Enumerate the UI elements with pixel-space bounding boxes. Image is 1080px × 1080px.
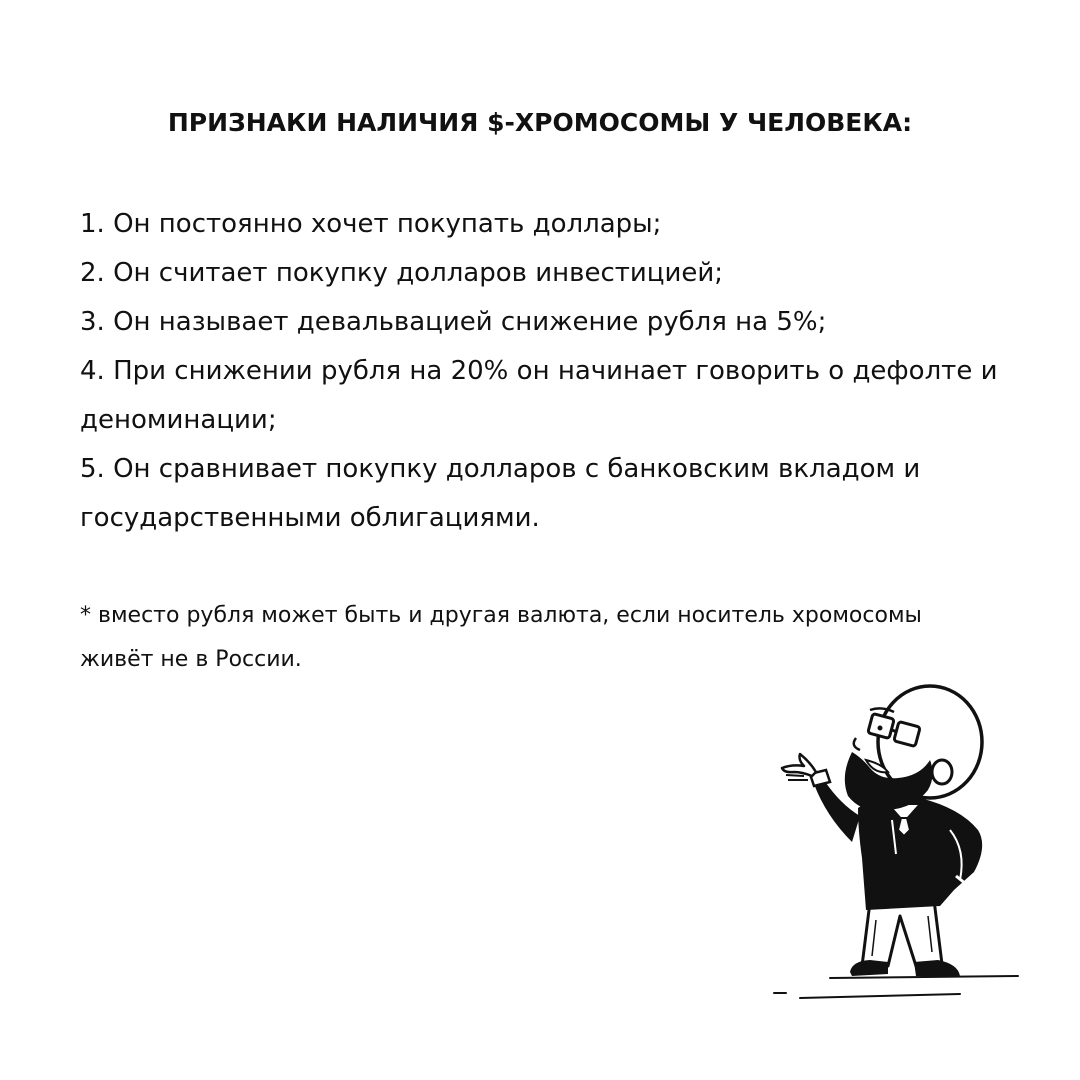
signs-list — [80, 200, 1020, 543]
list-item: 1. Он постоянно хочет покупать доллары; — [80, 209, 662, 239]
bearded-man-presenting-icon — [770, 680, 1030, 1010]
footnote: * вместо рубля может быть и другая валюта, если носитель хромосомы живёт не в России. — [80, 603, 922, 672]
page-title: ПРИЗНАКИ НАЛИЧИЯ $-ХРОМОСОМЫ У ЧЕЛОВЕКА: — [167, 108, 913, 137]
list-item: 3. Он называет девальвацией снижение рубля на 5%; — [80, 307, 827, 337]
list-item: 2. Он считает покупку долларов инвестицией; — [80, 258, 724, 288]
list-item: 5. Он сравнивает покупку долларов с банковским вкладом и государственными облигациями. — [80, 454, 921, 533]
list-item: 4. При снижении рубля на 20% он начинает говорить о дефолте и деноминации; — [80, 356, 998, 435]
